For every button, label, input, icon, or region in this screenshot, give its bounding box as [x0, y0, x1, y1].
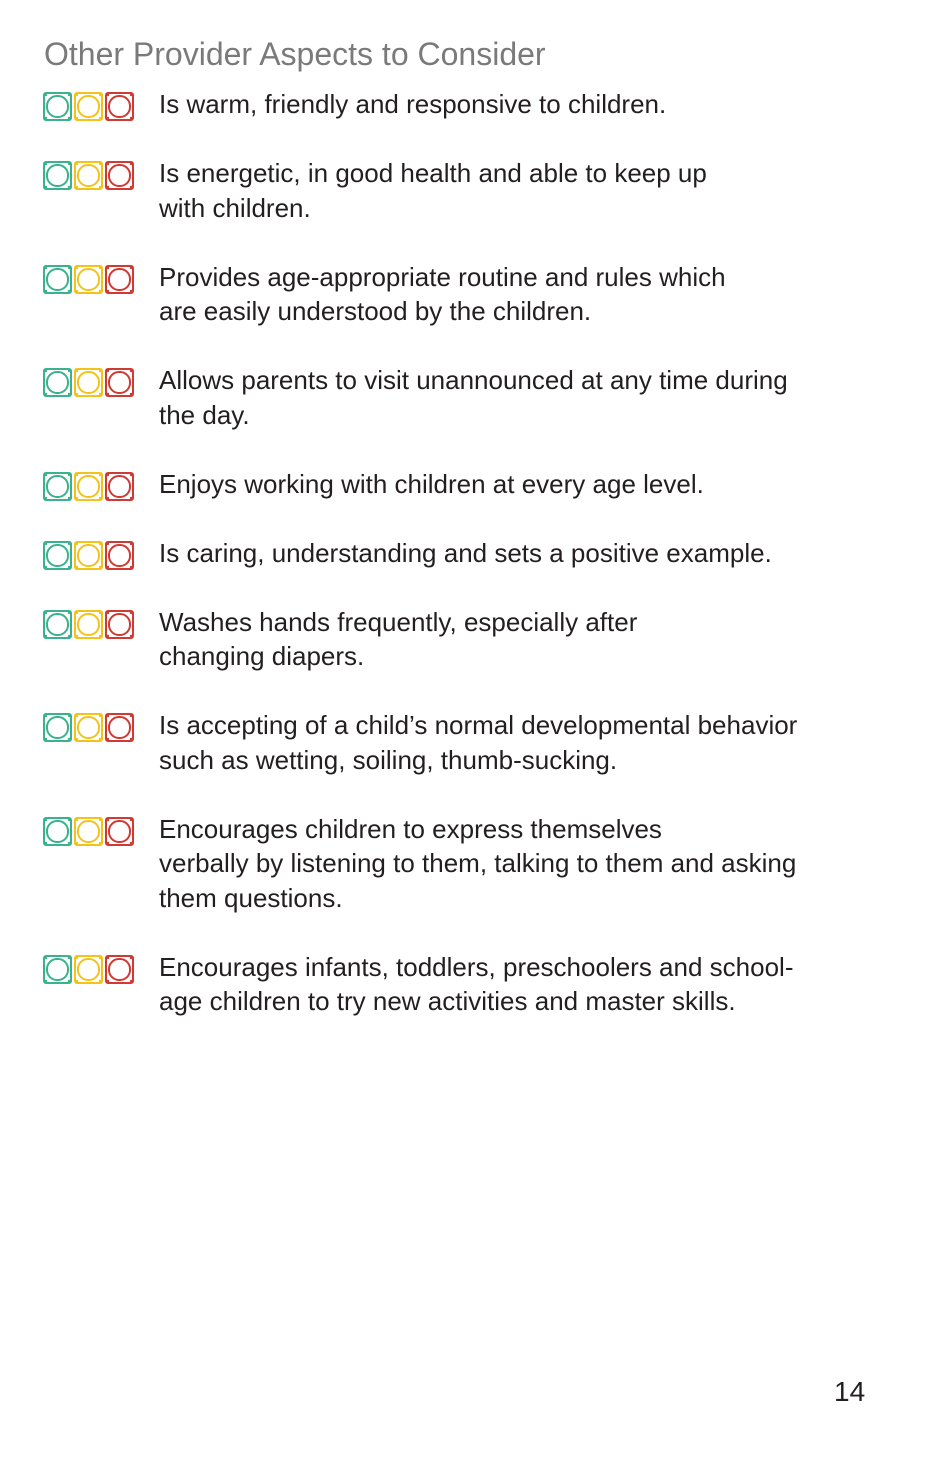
checklist-item-line: Allows parents to visit unannounced at any time during: [159, 365, 788, 395]
checklist-item-line: changing diapers.: [159, 641, 365, 671]
checklist-item-line: Is energetic, in good health and able to keep up: [159, 158, 707, 188]
checklist-item-line: Is warm, friendly and responsive to children.: [159, 89, 667, 119]
rating-checkbox-icons: [43, 368, 135, 398]
green-rating-checkbox[interactable]: [44, 369, 71, 396]
rating-checkbox-group: [43, 265, 135, 295]
green-rating-checkbox[interactable]: [44, 93, 71, 120]
checklist-item-line: Is accepting of a child’s normal developmental behavior: [159, 710, 798, 740]
green-rating-checkbox[interactable]: [44, 956, 71, 983]
checklist-item-line: Is caring, understanding and sets a positive example.: [159, 537, 772, 568]
rating-checkbox-group: [43, 472, 135, 502]
checklist-item-line: verbally by listening to them, talking to them and asking: [159, 848, 797, 878]
green-rating-checkbox[interactable]: [44, 714, 71, 741]
red-rating-checkbox[interactable]: [106, 93, 133, 120]
yellow-rating-checkbox[interactable]: [75, 369, 102, 396]
rating-checkbox-icons: [43, 610, 135, 640]
red-rating-checkbox[interactable]: [106, 473, 133, 500]
yellow-rating-checkbox[interactable]: [75, 714, 102, 741]
green-rating-checkbox[interactable]: [44, 473, 71, 500]
checklist-item-text: [159, 536, 889, 571]
rating-checkbox-group: [43, 817, 135, 847]
yellow-rating-checkbox[interactable]: [75, 818, 102, 845]
yellow-rating-checkbox[interactable]: [75, 93, 102, 120]
green-rating-checkbox[interactable]: [44, 162, 71, 189]
red-rating-checkbox[interactable]: [106, 162, 133, 189]
checklist-item-line: such as wetting, soiling, thumb-sucking.: [159, 744, 618, 775]
red-rating-checkbox[interactable]: [106, 611, 133, 638]
rating-checkbox-group: [43, 955, 135, 985]
green-rating-checkbox[interactable]: [44, 542, 71, 569]
green-rating-checkbox[interactable]: [44, 818, 71, 845]
checklist-item-line: Provides age-appropriate routine and rules which: [159, 261, 726, 292]
checklist-item-text: [159, 605, 889, 674]
checklist-item-line: Encourages infants, toddlers, preschoolers and school-: [159, 951, 794, 982]
checklist-item-text: [159, 363, 889, 432]
rating-checkbox-group: [43, 610, 135, 640]
checklist-item-text: [159, 950, 889, 1019]
red-rating-checkbox[interactable]: [106, 542, 133, 569]
checklist-item-line: Enjoys working with children at every age level.: [159, 468, 704, 499]
yellow-rating-checkbox[interactable]: [75, 542, 102, 569]
green-rating-checkbox[interactable]: [44, 611, 71, 638]
checklist-item-line: Encourages children to express themselves: [159, 813, 662, 844]
rating-checkbox-icons: [43, 817, 135, 847]
yellow-rating-checkbox[interactable]: [75, 611, 102, 638]
checklist-item-line: are easily understood by the children.: [159, 296, 592, 326]
red-rating-checkbox[interactable]: [106, 369, 133, 396]
red-rating-checkbox[interactable]: [106, 956, 133, 983]
rating-checkbox-group: [43, 541, 135, 571]
red-rating-checkbox[interactable]: [106, 714, 133, 741]
checklist-item-text: [159, 260, 889, 329]
checklist-item-line: age children to try new activities and master skills.: [159, 986, 736, 1016]
yellow-rating-checkbox[interactable]: [75, 956, 102, 983]
checklist-item-text: [159, 812, 889, 916]
rating-checkbox-group: [43, 161, 135, 191]
checklist-item-line: with children.: [159, 192, 311, 223]
yellow-rating-checkbox[interactable]: [75, 162, 102, 189]
checklist-item-line: them questions.: [159, 882, 343, 913]
rating-checkbox-icons: [43, 472, 135, 502]
yellow-rating-checkbox[interactable]: [75, 266, 102, 293]
red-rating-checkbox[interactable]: [106, 266, 133, 293]
rating-checkbox-group: [43, 368, 135, 398]
rating-checkbox-icons: [43, 955, 135, 985]
rating-checkbox-icons: [43, 265, 135, 295]
rating-checkbox-group: [43, 92, 135, 122]
rating-checkbox-icons: [43, 92, 135, 122]
page-number: 14: [834, 1376, 866, 1407]
rating-checkbox-icons: [43, 161, 135, 191]
rating-checkbox-group: [43, 713, 135, 743]
rating-checkbox-icons: [43, 713, 135, 743]
checklist-item-text: [159, 156, 889, 225]
checklist-item-text: [159, 708, 889, 777]
red-rating-checkbox[interactable]: [106, 818, 133, 845]
checklist-item-text: [159, 467, 889, 502]
rating-checkbox-icons: [43, 541, 135, 571]
checklist-item-line: Washes hands frequently, especially after: [159, 606, 638, 637]
checklist-item-line: the day.: [159, 399, 250, 430]
yellow-rating-checkbox[interactable]: [75, 473, 102, 500]
green-rating-checkbox[interactable]: [44, 266, 71, 293]
checklist-item-text: [159, 87, 889, 122]
page-title: Other Provider Aspects to Consider: [44, 36, 546, 72]
